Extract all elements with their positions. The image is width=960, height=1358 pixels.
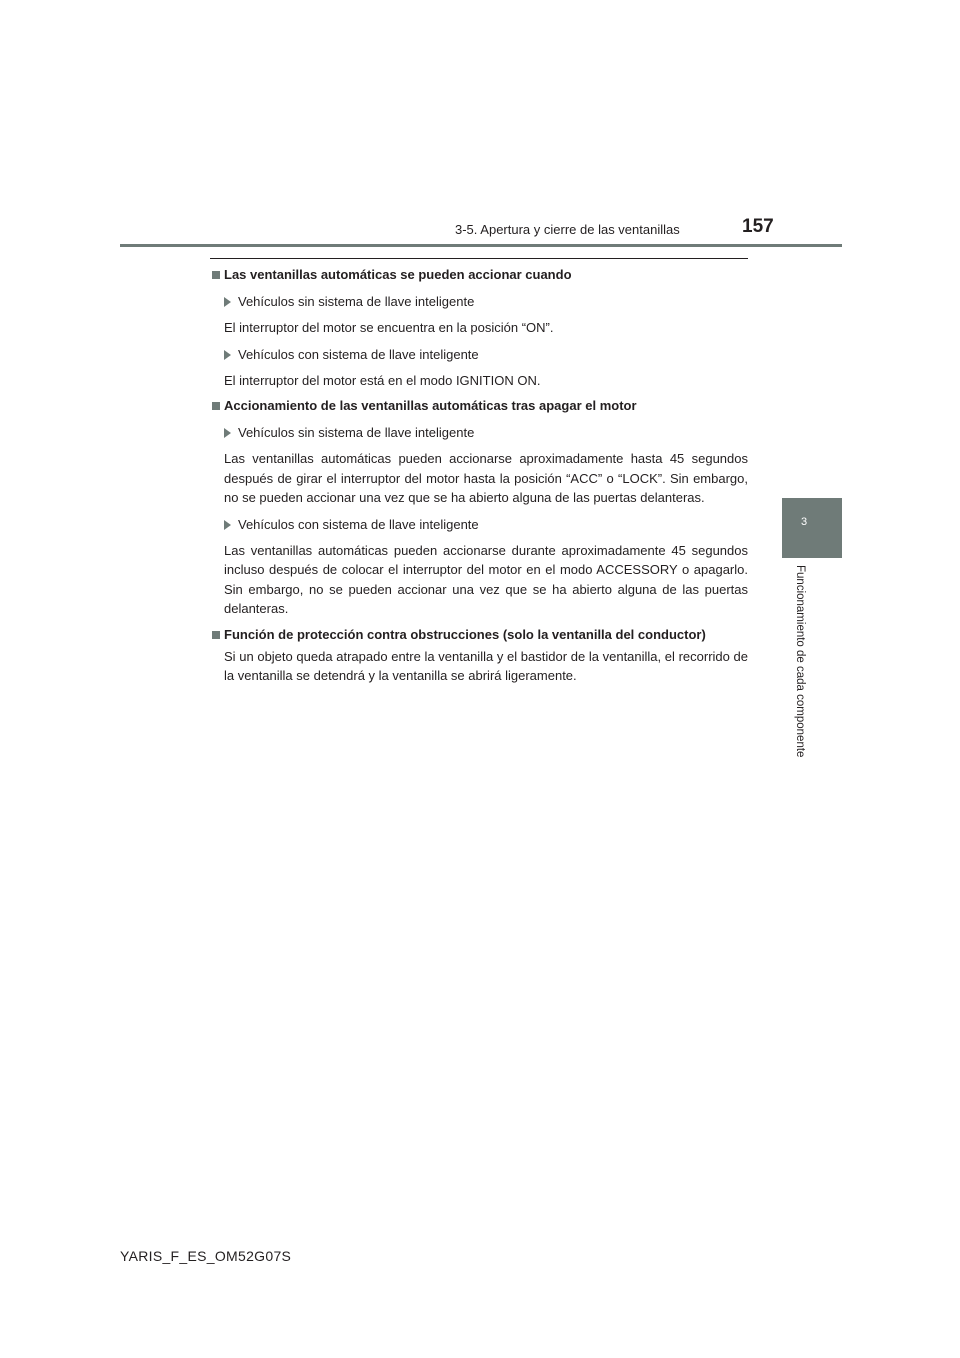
chapter-number: 3 <box>801 516 808 528</box>
subheading-text: Vehículos sin sistema de llave inteligente <box>238 294 475 309</box>
chapter-label: Funcionamiento de cada componente <box>794 565 806 758</box>
running-header: 3-5. Apertura y cierre de las ventanillas <box>455 222 680 237</box>
section-heading <box>210 265 748 285</box>
subheading-text: Vehículos con sistema de llave inteligente <box>238 346 479 362</box>
triangle-bullet-icon <box>224 428 231 438</box>
subheading <box>210 423 748 443</box>
section-heading-text: Las ventanillas automáticas se pueden accionar cuando <box>224 267 572 282</box>
subheading <box>210 515 748 535</box>
section-3 <box>210 625 748 686</box>
page-number: 157 <box>742 216 774 237</box>
subheading <box>210 292 748 312</box>
paragraph: Las ventanillas automáticas pueden accionarse aproximadamente hasta 45 segundos después de girar el interruptor del motor hasta la posición “ACC” o “LOCK”. Sin embargo, no se pueden accionar una vez que se ha abierto alguna de las puertas delanteras. <box>224 451 748 505</box>
content-block <box>210 258 748 686</box>
triangle-bullet-icon <box>224 520 231 530</box>
chapter-tab <box>782 498 842 558</box>
section-heading <box>210 625 748 645</box>
square-bullet-icon <box>212 631 220 639</box>
section-heading <box>210 396 748 416</box>
subheading <box>210 345 748 365</box>
paragraph: El interruptor del motor se encuentra en la posición “ON”. <box>224 320 554 335</box>
square-bullet-icon <box>212 402 220 410</box>
subheading-text: Vehículos con sistema de llave inteligente <box>238 516 479 532</box>
square-bullet-icon <box>212 271 220 279</box>
subheading-text: Vehículos sin sistema de llave inteligente <box>238 425 475 440</box>
section-heading-text: Accionamiento de las ventanillas automáticas tras apagar el motor <box>224 398 637 413</box>
section-2 <box>210 396 748 619</box>
paragraph: Las ventanillas automáticas pueden accionarse durante aproximadamente 45 segundos incluso después de colocar el interruptor del motor en el modo ACCESSORY o apagarlo. Sin embargo, no se pueden accionar una vez que se ha abierto alguna de las puertas delanteras. <box>224 542 748 616</box>
triangle-bullet-icon <box>224 297 231 307</box>
triangle-bullet-icon <box>224 350 231 360</box>
document-code: YARIS_F_ES_OM52G07S <box>120 1248 292 1264</box>
paragraph: Si un objeto queda atrapado entre la ventanilla y el bastidor de la ventanilla, el recorrido de la ventanilla se detendrá y la ventanilla se abrirá ligeramente. <box>224 648 748 683</box>
paragraph: El interruptor del motor está en el modo IGNITION ON. <box>224 372 541 388</box>
section-1 <box>210 265 748 390</box>
section-heading-text: Función de protección contra obstrucciones (solo la ventanilla del conductor) <box>224 626 706 642</box>
header-rule <box>120 244 842 247</box>
